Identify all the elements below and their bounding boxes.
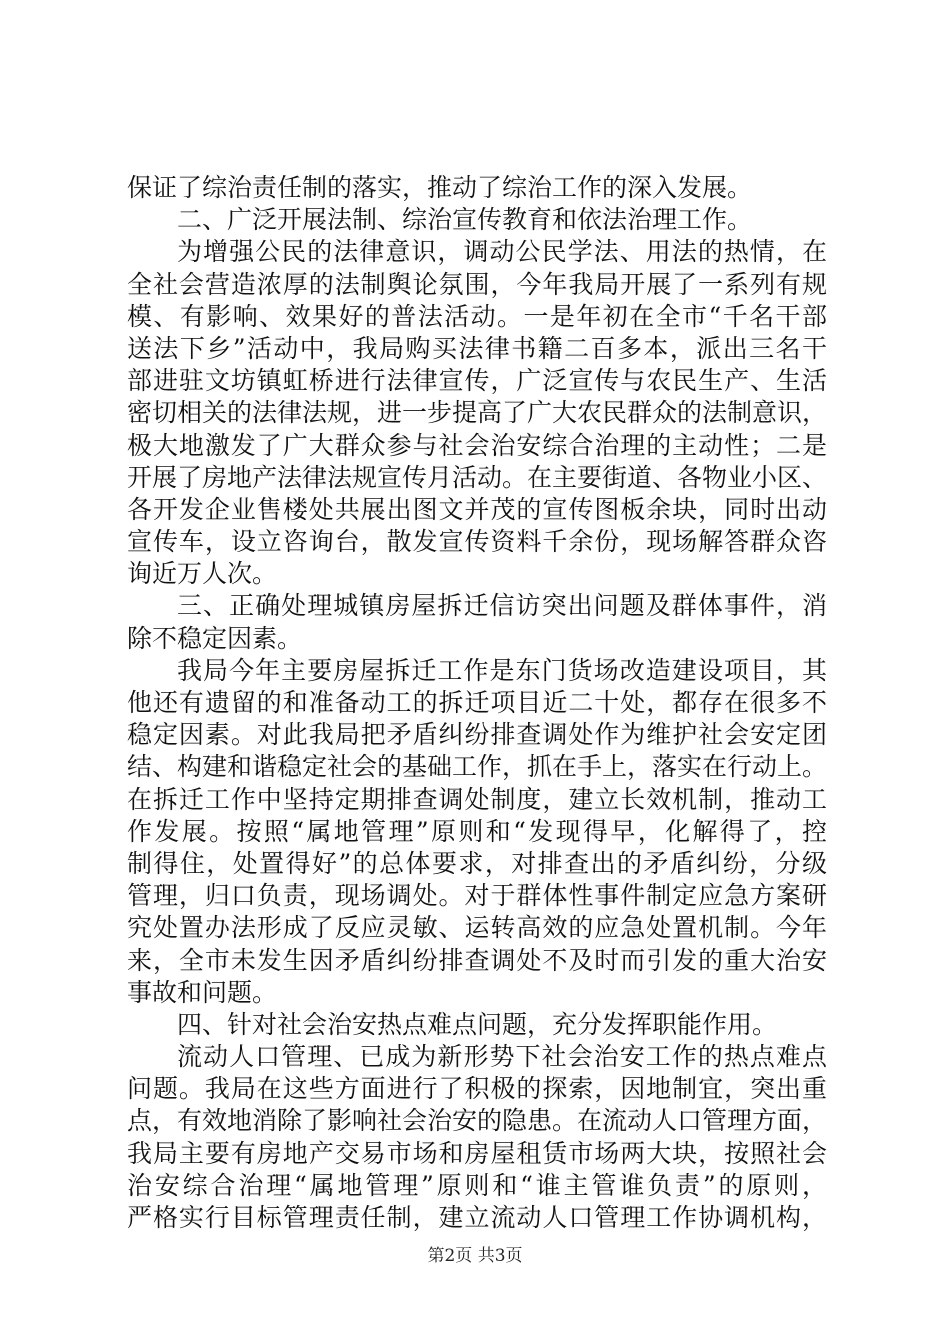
text-line: 保证了综治责任制的落实，推动了综治工作的深入发展。 (127, 173, 753, 202)
text-line: 密切相关的法律法规，进一步提高了广大农民群众的法制意识， (127, 398, 828, 428)
page-footer: 第2页 共3页 (427, 1246, 523, 1266)
text-line: 来，全市未发生因矛盾纠纷排查调处不及时而引发的重大治安 (127, 945, 827, 975)
text-line: 作发展。按照“属地管理”原则和“发现得早，化解得了，控 (127, 816, 827, 846)
text-line: 部进驻文坊镇虹桥进行法律宣传，广泛宣传与农民生产、生活 (127, 366, 827, 396)
text-line: 开展了房地产法律法规宣传月活动。在主要街道、各物业小区、 (127, 462, 828, 492)
text-line: 模、有影响、效果好的普法活动。一是年初在全市“千名干部 (127, 301, 827, 331)
text-line: 极大地激发了广大群众参与社会治安综合治理的主动性；二是 (127, 430, 827, 460)
text-line: 询近万人次。 (127, 559, 278, 589)
text-line: 为增强公民的法律意识，调动公民学法、用法的热情，在 (177, 237, 827, 267)
text-line: 我局今年主要房屋拆迁工作是东门货场改造建设项目，其 (177, 655, 827, 685)
text-line: 他还有遗留的和准备动工的拆迁项目近二十处，都存在很多不 (127, 688, 827, 717)
text-line: 宣传车，设立咨询台，散发宣传资料千余份，现场解答群众咨 (127, 527, 827, 557)
text-line: 在拆迁工作中坚持定期排查调处制度，建立长效机制，推动工 (127, 784, 827, 814)
text-line: 治安综合治理“属地管理”原则和“谁主管谁负责”的原则， (127, 1170, 827, 1200)
text-line: 三、正确处理城镇房屋拆迁信访突出问题及群体事件，消 (177, 591, 827, 621)
text-line: 点，有效地消除了影响社会治安的隐患。在流动人口管理方面， (127, 1106, 828, 1136)
text-line: 问题。我局在这些方面进行了积极的探索，因地制宜，突出重 (127, 1074, 827, 1104)
text-line: 管理，归口负责，现场调处。对于群体性事件制定应急方案研 (127, 881, 827, 911)
text-line: 送法下乡”活动中，我局购买法律书籍二百多本，派出三名干 (127, 333, 827, 363)
text-line: 结、构建和谐稳定社会的基础工作，抓在手上，落实在行动上。 (127, 752, 828, 782)
text-line: 各开发企业售楼处共展出图文并茂的宣传图板余块，同时出动 (127, 494, 827, 524)
text-line: 四、针对社会治安热点难点问题，充分发挥职能作用。 (177, 1009, 778, 1039)
text-line: 严格实行目标管理责任制，建立流动人口管理工作协调机构， (127, 1203, 827, 1232)
text-line: 二、广泛开展法制、综治宣传教育和依法治理工作。 (177, 205, 753, 235)
document-body (127, 172, 827, 1234)
text-line: 全社会营造浓厚的法制舆论氛围，今年我局开展了一系列有规 (127, 269, 827, 299)
text-line: 究处置办法形成了反应灵敏、运转高效的应急处置机制。今年 (127, 913, 827, 943)
text-line: 制得住，处置得好”的总体要求，对排查出的矛盾纠纷，分级 (127, 848, 827, 878)
text-line: 稳定因素。对此我局把矛盾纠纷排查调处作为维护社会安定团 (127, 720, 827, 750)
text-line: 流动人口管理、已成为新形势下社会治安工作的热点难点 (177, 1042, 827, 1072)
text-line: 我局主要有房地产交易市场和房屋租赁市场两大块，按照社会 (127, 1138, 827, 1168)
text-line: 事故和问题。 (127, 977, 278, 1007)
text-line: 除不稳定因素。 (127, 623, 303, 653)
